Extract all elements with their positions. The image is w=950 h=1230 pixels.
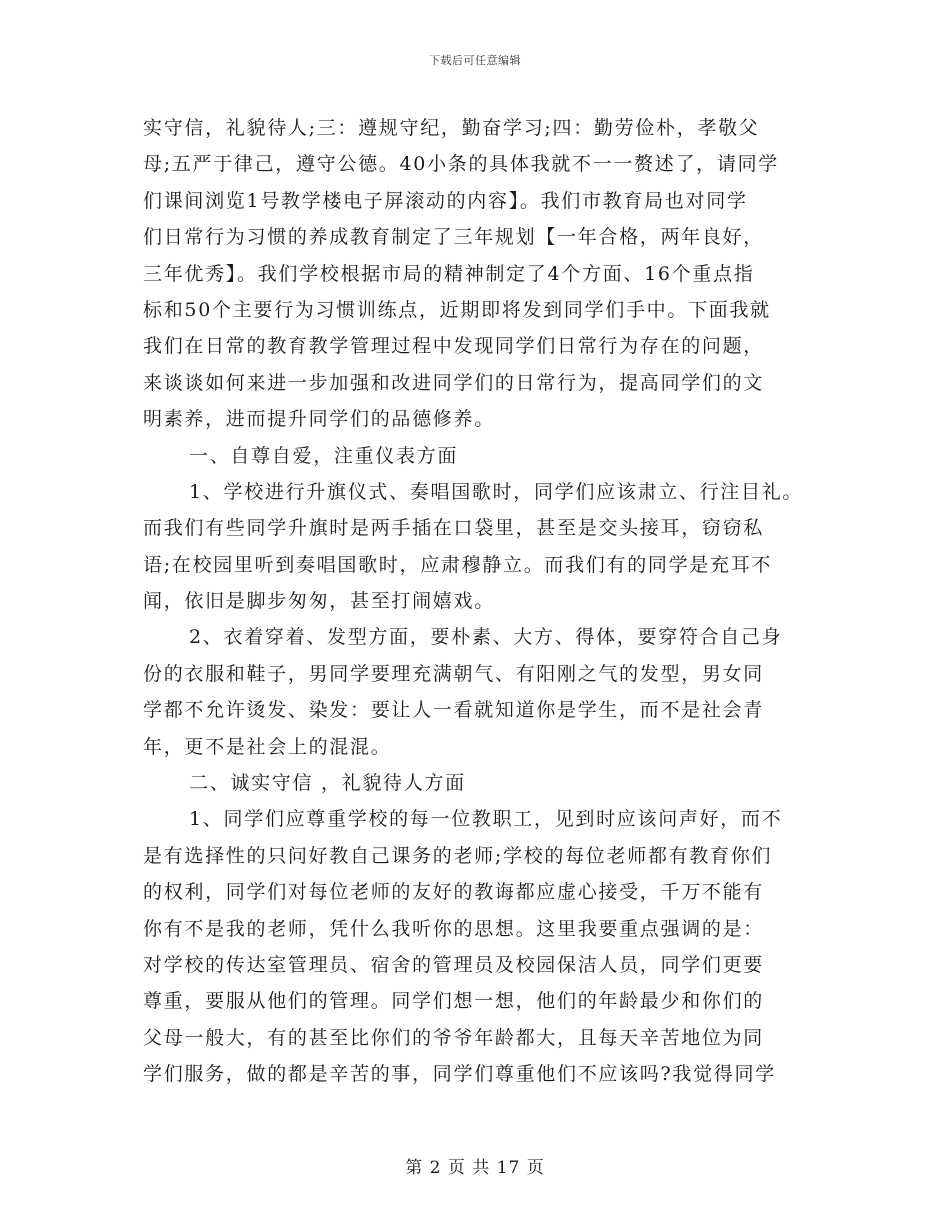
document-body <box>143 110 808 1093</box>
text-line: 二、诚实守信 ，礼貌待人方面 <box>189 772 466 795</box>
text-line: 你有不是我的老师，凭什么我听你的思想。这里我要重点强调的是： <box>143 917 765 940</box>
text-line: 是有选择性的只问好教自己课务的老师;学校的每位老师都有教育你们 <box>143 844 773 867</box>
text-line: 学都不允许烫发、染发：要让人一看就知道你是学生，而不是社会青 <box>143 699 765 722</box>
text-line: 的权利，同学们对每位老师的友好的教诲都应虚心接受，千万不能有 <box>143 881 765 904</box>
text-line: 1、同学们应尊重学校的每一位教职工，见到时应该问声好，而不 <box>189 808 783 831</box>
text-line: 尊重，要服从他们的管理。同学们想一想，他们的年龄最少和你们的 <box>143 990 765 1013</box>
text-line: 而我们有些同学升旗时是两手插在口袋里，甚至是交头接耳，窃窃私 <box>143 517 765 540</box>
text-line: 1、学校进行升旗仪式、奏唱国歌时，同学们应该肃立、行注目礼。 <box>189 480 804 503</box>
text-line: 标和50个主要行为习惯训练点，近期即将发到同学们手中。下面我就 <box>143 298 771 321</box>
text-line: 语;在校园里听到奏唱国歌时，应肃穆静立。而我们有的同学是充耳不 <box>143 553 773 576</box>
text-line: 明素养，进而提升同学们的品德修养。 <box>143 408 495 431</box>
text-line: 我们在日常的教育教学管理过程中发现同学们日常行为存在的问题， <box>143 335 765 358</box>
text-line: 份的衣服和鞋子，男同学要理充满朝气、有阳刚之气的发型，男女同 <box>143 662 765 685</box>
text-line: 学们服务，做的都是辛苦的事，同学们尊重他们不应该吗?我觉得同学 <box>143 1063 776 1086</box>
text-line: 们日常行为习惯的养成教育制定了三年规划【一年合格，两年良好， <box>143 226 765 249</box>
text-line: 闻，依旧是脚步匆匆，甚至打闹嬉戏。 <box>143 590 495 613</box>
page-footer: 第 2 页 共 17 页 <box>405 1158 545 1178</box>
page-header: 下载后可任意编辑 <box>429 54 521 67</box>
text-line: 一、自尊自爱，注重仪表方面 <box>189 444 459 467</box>
text-line: 2、衣着穿着、发型方面，要朴素、大方、得体，要穿符合自己身 <box>189 626 783 649</box>
text-line: 来谈谈如何来进一步加强和改进同学们的日常行为，提高同学们的文 <box>143 371 765 394</box>
text-line: 父母一般大，有的甚至比你们的爷爷年龄都大，且每天辛苦地位为同 <box>143 1026 765 1049</box>
text-line: 对学校的传达室管理员、宿舍的管理员及校园保洁人员，同学们更要 <box>143 953 765 976</box>
text-line: 们课间浏览1号教学楼电子屏滚动的内容】。我们市教育局也对同学 <box>143 189 748 212</box>
text-line: 三年优秀】。我们学校根据市局的精神制定了4个方面、16个重点指 <box>143 262 755 285</box>
text-line: 母;五严于律己，遵守公德。40小条的具体我就不一一赘述了，请同学 <box>143 153 779 176</box>
text-line: 年，更不是社会上的混混。 <box>143 735 392 758</box>
text-line: 实守信，礼貌待人;三：遵规守纪，勤奋学习;四：勤劳俭朴，孝敬父 <box>143 117 760 139</box>
